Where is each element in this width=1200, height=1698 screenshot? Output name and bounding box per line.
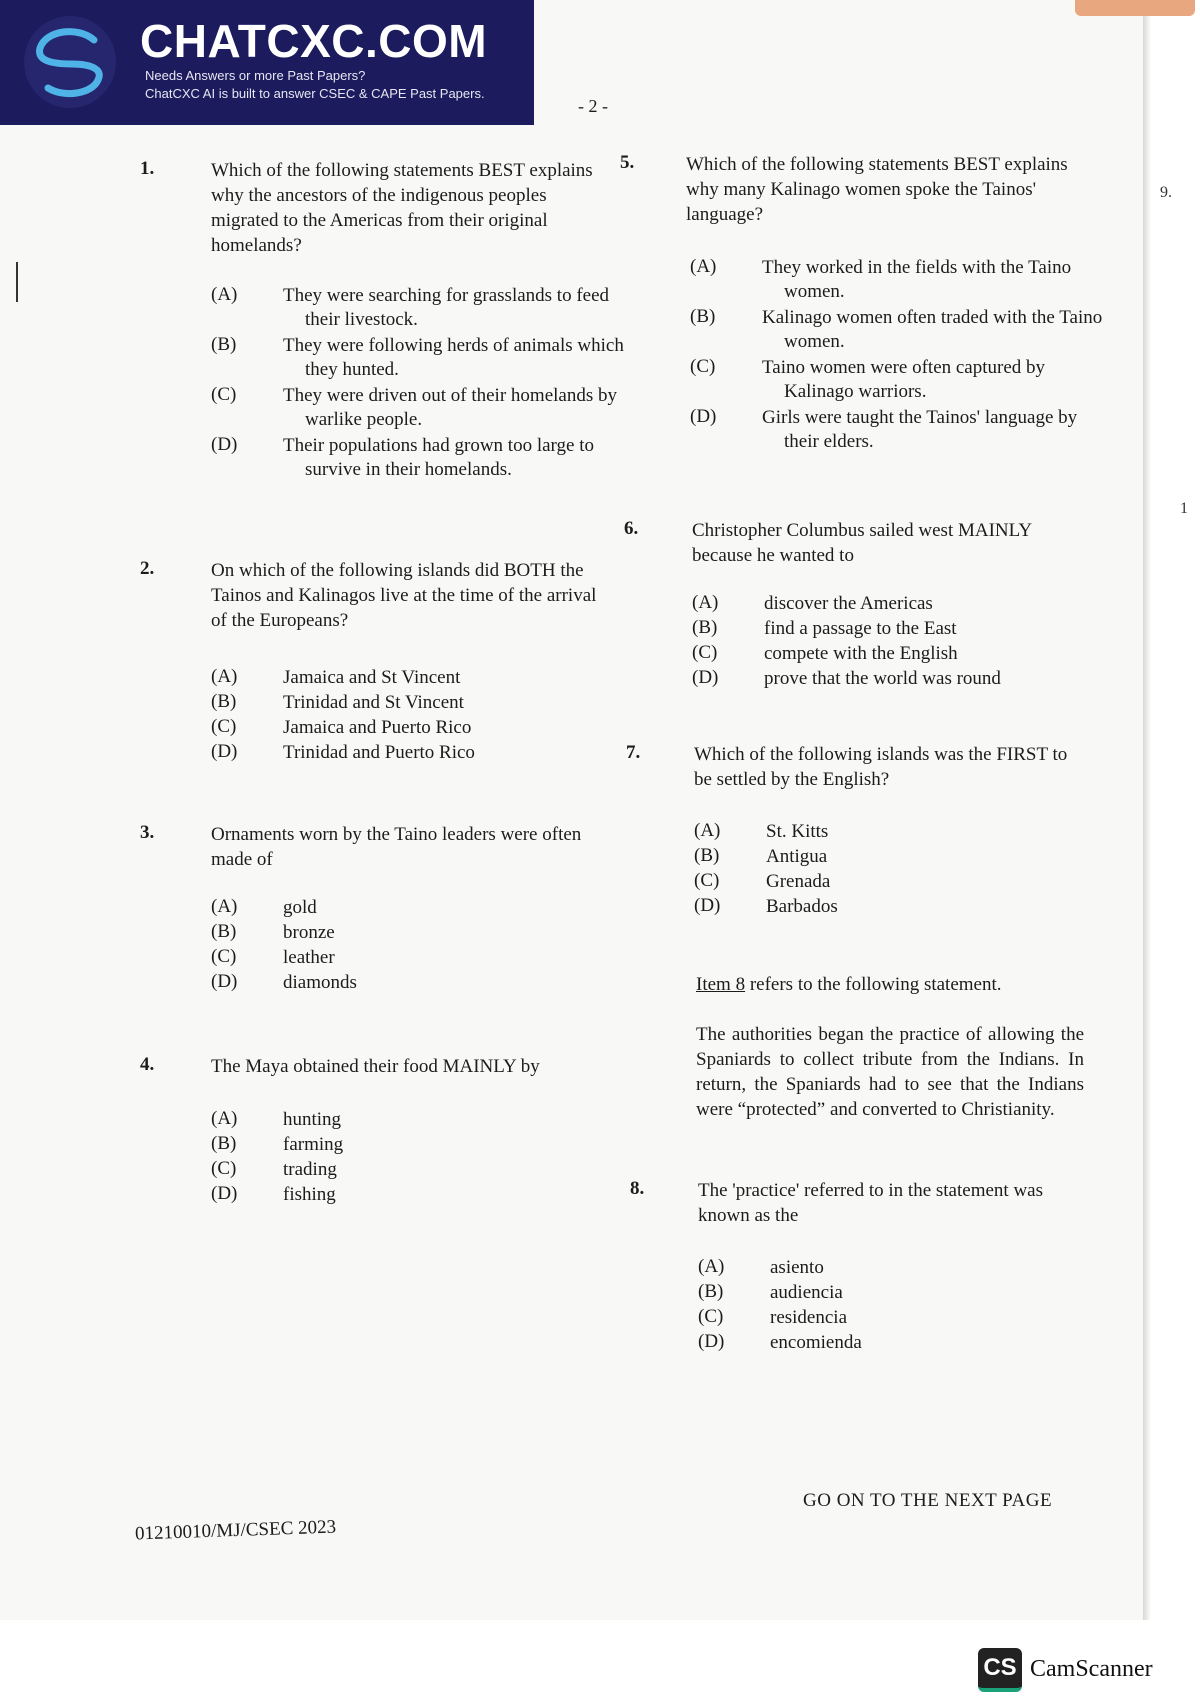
option-text: asiento <box>770 1257 824 1278</box>
option-text: compete with the English <box>764 643 958 664</box>
option-list <box>211 666 611 766</box>
option-text: Jamaica and Puerto Rico <box>283 717 472 738</box>
option-label: (B) <box>211 334 237 355</box>
option-b[interactable] <box>692 617 1092 642</box>
option-a[interactable] <box>211 284 611 334</box>
option-c[interactable] <box>692 642 1092 667</box>
option-d[interactable] <box>698 1331 1098 1356</box>
option-b[interactable] <box>690 306 1103 356</box>
option-label: (A) <box>694 820 721 841</box>
question-stem: Which of the following statements BEST explains why many Kalinago women spoke the Tainos' language? <box>686 154 1068 225</box>
option-a[interactable] <box>211 666 611 691</box>
question-stem: The Maya obtained their food MAINLY by <box>211 1056 540 1077</box>
option-label: (B) <box>692 617 718 638</box>
option-label: (D) <box>694 895 721 916</box>
margin-mark <box>16 262 18 302</box>
option-text: discover the Americas <box>764 593 933 614</box>
option-c[interactable] <box>694 870 1094 895</box>
option-text: hunting <box>283 1109 342 1130</box>
promo-banner[interactable] <box>0 0 534 125</box>
option-text: residencia <box>770 1307 848 1328</box>
option-d[interactable] <box>211 434 611 484</box>
option-label: (A) <box>211 1108 238 1129</box>
option-text: find a passage to the East <box>764 618 957 639</box>
option-b[interactable] <box>211 921 611 946</box>
option-label: (A) <box>211 284 238 305</box>
option-label: (D) <box>211 434 238 455</box>
option-c[interactable] <box>690 356 1090 406</box>
corner-tab <box>1075 0 1195 16</box>
option-b[interactable] <box>698 1281 1098 1306</box>
option-text: diamonds <box>283 972 357 993</box>
option-text: They were searching for grasslands to feed their livestock. <box>283 285 610 330</box>
option-text: gold <box>283 897 317 918</box>
option-label: (A) <box>698 1256 725 1277</box>
option-text: Their populations had grown too large to survive in their homelands. <box>283 435 594 480</box>
item8-label: Item 8 <box>696 974 746 995</box>
option-text: bronze <box>283 922 335 943</box>
option-label: (C) <box>694 870 720 891</box>
option-label: (B) <box>698 1281 724 1302</box>
page-number: - 2 - <box>578 96 608 116</box>
option-a[interactable] <box>698 1256 1098 1281</box>
option-text: Trinidad and Puerto Rico <box>283 742 475 763</box>
option-label: (C) <box>690 356 716 377</box>
option-list <box>211 896 611 996</box>
brand-name[interactable]: CHATCXC.COM <box>140 15 488 67</box>
option-text: Barbados <box>766 896 838 917</box>
option-text: audiencia <box>770 1282 843 1303</box>
item8-intro <box>696 972 1096 997</box>
option-c[interactable] <box>211 716 611 741</box>
option-text: encomienda <box>770 1332 862 1353</box>
option-label: (C) <box>211 946 237 967</box>
option-label: (C) <box>211 716 237 737</box>
option-text: Girls were taught the Tainos' language by their elders. <box>762 407 1078 452</box>
page-edge <box>1143 0 1151 1620</box>
option-label: (C) <box>698 1306 724 1327</box>
question-number: 7. <box>626 742 641 763</box>
option-label: (B) <box>211 691 237 712</box>
option-c[interactable] <box>698 1306 1098 1331</box>
option-label: (B) <box>694 845 720 866</box>
option-text: Antigua <box>766 846 828 867</box>
option-b[interactable] <box>694 845 1094 870</box>
margin-number-mid: 1 <box>1180 500 1188 517</box>
go-on-notice: GO ON TO THE NEXT PAGE <box>803 1490 1053 1511</box>
camscanner-logo-icon: CS <box>978 1648 1022 1692</box>
option-text: St. Kitts <box>766 821 829 842</box>
question-stem: Ornaments worn by the Taino leaders were often made of <box>211 824 582 870</box>
option-a[interactable] <box>694 820 1094 845</box>
camscanner-watermark <box>978 1648 1188 1692</box>
option-text: farming <box>283 1134 344 1155</box>
option-text: Jamaica and St Vincent <box>283 667 461 688</box>
option-b[interactable] <box>211 334 624 384</box>
option-b[interactable] <box>211 1133 611 1158</box>
question-number: 2. <box>140 558 155 579</box>
tagline-line-1: Needs Answers or more Past Papers? <box>145 68 366 83</box>
item8-statement: The authorities began the practice of allowing the Spaniards to collect tribute from the Indians. In return, the Spaniards had to see that the Indians were “protected” and converted to Christianity. <box>696 1024 1084 1120</box>
option-a[interactable] <box>690 256 1090 306</box>
option-text: They worked in the fields with the Taino women. <box>762 257 1072 302</box>
option-label: (A) <box>211 666 238 687</box>
option-label: (B) <box>690 306 716 327</box>
option-label: (D) <box>692 667 719 688</box>
option-d[interactable] <box>211 741 611 766</box>
option-label: (C) <box>692 642 718 663</box>
option-d[interactable] <box>690 406 1090 456</box>
option-list <box>690 256 1103 456</box>
option-label: (D) <box>211 741 238 762</box>
paper-code: 01210010/MJ/CSEC 2023 <box>134 1516 337 1545</box>
option-label: (A) <box>690 256 717 277</box>
option-label: (B) <box>211 1133 237 1154</box>
chatcxc-logo-icon <box>16 14 124 110</box>
option-list <box>211 284 624 484</box>
option-label: (B) <box>211 921 237 942</box>
option-label: (D) <box>211 971 238 992</box>
option-c[interactable] <box>211 946 611 971</box>
question-number: 6. <box>624 518 639 539</box>
margin-number-top: 9. <box>1160 184 1172 201</box>
option-text: trading <box>283 1159 337 1180</box>
option-text: Taino women were often captured by Kalinago warriors. <box>762 357 1046 402</box>
option-c[interactable] <box>211 1158 611 1183</box>
option-list <box>698 1256 1098 1356</box>
option-a[interactable] <box>692 592 1092 617</box>
option-label: (A) <box>692 592 719 613</box>
question-number: 8. <box>630 1178 645 1199</box>
option-text: fishing <box>283 1184 336 1205</box>
option-label: (A) <box>211 896 238 917</box>
question-number: 5. <box>620 152 635 173</box>
option-text: They were following herds of animals which they hunted. <box>283 335 624 380</box>
option-b[interactable] <box>211 691 611 716</box>
option-label: (C) <box>211 1158 237 1179</box>
option-label: (C) <box>211 384 237 405</box>
question-stem: On which of the following islands did BOTH the Tainos and Kalinagos live at the time of the arrival of the Europeans? <box>211 560 597 631</box>
question-stem: Christopher Columbus sailed west MAINLY because he wanted to <box>692 520 1032 566</box>
option-text: Trinidad and St Vincent <box>283 692 464 713</box>
option-c[interactable] <box>211 384 617 434</box>
question-stem: Which of the following statements BEST explains why the ancestors of the indigenous peoples migrated to the Americas from their original homelands? <box>211 160 593 256</box>
option-a[interactable] <box>211 1108 611 1133</box>
option-list <box>692 592 1092 692</box>
question-number: 4. <box>140 1054 155 1075</box>
question-number: 3. <box>140 822 155 843</box>
question-stem: The 'practice' referred to in the statement was known as the <box>698 1180 1043 1226</box>
option-label: (D) <box>211 1183 238 1204</box>
option-text: Grenada <box>766 871 831 892</box>
item8-intro-text: refers to the following statement. <box>745 974 1002 995</box>
tagline-line-2: ChatCXC AI is built to answer CSEC & CAPE Past Papers. <box>145 86 485 101</box>
option-list <box>211 1108 611 1208</box>
option-text: Kalinago women often traded with the Taino women. <box>762 307 1103 352</box>
option-label: (D) <box>698 1331 725 1352</box>
option-list <box>694 820 1094 920</box>
option-text: leather <box>283 947 335 968</box>
option-d[interactable] <box>694 895 1094 920</box>
option-text: prove that the world was round <box>764 668 1001 689</box>
question-number: 1. <box>140 158 155 179</box>
option-d[interactable] <box>692 667 1092 692</box>
option-text: They were driven out of their homelands by warlike people. <box>283 385 617 430</box>
option-a[interactable] <box>211 896 611 921</box>
camscanner-name: CamScanner <box>1030 1656 1153 1682</box>
option-d[interactable] <box>211 1183 611 1208</box>
option-d[interactable] <box>211 971 611 996</box>
question-stem: Which of the following islands was the FIRST to be settled by the English? <box>694 744 1068 790</box>
option-label: (D) <box>690 406 717 427</box>
